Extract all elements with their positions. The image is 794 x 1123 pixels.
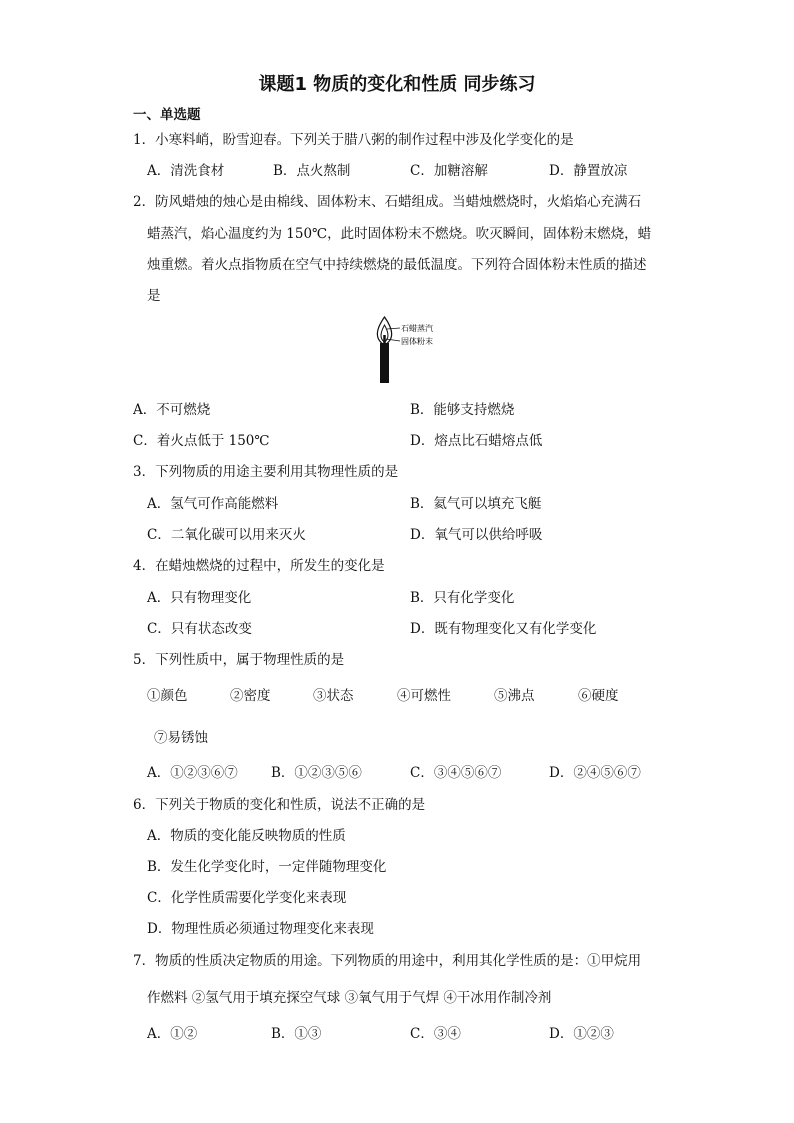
q5-option-b: B．①②③⑤⑥ [271, 765, 362, 781]
q5-option-a: A．①②③⑥⑦ [147, 765, 238, 781]
question-6-stem: 6．下列关于物质的变化和性质，说法不正确的是 [133, 797, 426, 813]
question-2-stem-line-4: 是 [147, 288, 161, 304]
leader-line-2 [386, 339, 400, 341]
q5-item-2: ②密度 [230, 688, 271, 704]
question-5-stem: 5．下列性质中，属于物理性质的是 [133, 652, 345, 668]
q4-option-a: A．只有物理变化 [147, 590, 252, 606]
label-paraffin-vapor: 石蜡蒸汽 [401, 324, 433, 333]
question-4-stem: 4．在蜡烛燃烧的过程中，所发生的变化是 [133, 558, 385, 574]
question-2-stem-line-2: 蜡蒸汽，焰心温度约为 150℃，此时固体粉末不燃烧。吹灭瞬间，固体粉末燃烧，蜡 [147, 226, 652, 242]
question-2-stem-line-1: 2．防风蜡烛的烛心是由棉线、固体粉末、石蜡组成。当蜡烛燃烧时，火焰焰心充满石 [133, 194, 642, 210]
q3-option-b: B．氦气可以填充飞艇 [410, 496, 542, 512]
q2-option-b: B．能够支持燃烧 [410, 402, 515, 418]
q6-option-d: D．物理性质必须通过物理变化来表现 [147, 921, 374, 937]
q5-item-4: ④可燃性 [397, 688, 451, 704]
q7-option-c: C．③④ [410, 1026, 461, 1042]
section-heading: 一、单选题 [133, 107, 201, 123]
q3-option-c: C．二氧化碳可以用来灭火 [147, 527, 306, 543]
q5-item-3: ③状态 [313, 688, 354, 704]
candle-body [380, 343, 389, 383]
q4-option-c: C．只有状态改变 [147, 621, 252, 637]
q2-option-c: C．着火点低于 150℃ [133, 433, 270, 449]
q4-option-b: B．只有化学变化 [410, 590, 515, 606]
q5-option-d: D．②④⑤⑥⑦ [549, 765, 641, 781]
q2-option-a: A．不可燃烧 [133, 402, 211, 418]
q7-option-d: D．①②③ [549, 1026, 614, 1042]
page-title: 课题1 物质的变化和性质 同步练习 [258, 74, 536, 95]
q5-item-1: ①颜色 [147, 688, 188, 704]
q3-option-a: A．氢气可作高能燃料 [147, 496, 279, 512]
q1-option-a: A．清洗食材 [147, 163, 225, 179]
candle-figure [370, 315, 460, 383]
q7-option-b: B．①③ [271, 1026, 322, 1042]
question-2-stem-line-3: 烛重燃。着火点指物质在空气中持续燃烧的最低温度。下列符合固体粉末性质的描述 [147, 257, 647, 273]
q6-option-c: C．化学性质需要化学变化来表现 [147, 890, 347, 906]
q2-option-d: D．熔点比石蜡熔点低 [410, 433, 543, 449]
q6-option-a: A．物质的变化能反映物质的性质 [147, 828, 346, 844]
candle-diagram [370, 315, 460, 383]
q5-item-6: ⑥硬度 [578, 688, 619, 704]
label-solid-powder: 固体粉末 [401, 337, 433, 346]
question-3-stem: 3．下列物质的用途主要利用其物理性质的是 [133, 464, 399, 480]
q3-option-d: D．氧气可以供给呼吸 [410, 527, 543, 543]
q1-option-c: C．加糖溶解 [410, 163, 488, 179]
q5-item-7: ⑦易锈蚀 [154, 730, 208, 746]
leader-line-1 [387, 328, 400, 329]
q5-item-5: ⑤沸点 [494, 688, 535, 704]
q4-option-d: D．既有物理变化又有化学变化 [410, 621, 597, 637]
question-7-stem-line-1: 7．物质的性质决定物质的用途。下列物质的用途中，利用其化学性质的是：①甲烷用 [133, 953, 642, 969]
q7-option-a: A．①② [147, 1026, 198, 1042]
q1-option-d: D．静置放凉 [549, 163, 628, 179]
question-1-stem: 1．小寒料峭，盼雪迎春。下列关于腊八粥的制作过程中涉及化学变化的是 [133, 132, 574, 148]
q6-option-b: B．发生化学变化时，一定伴随物理变化 [147, 859, 387, 875]
question-7-stem-line-2: 作燃料 ②氢气用于填充探空气球 ③氧气用于气焊 ④干冰用作制冷剂 [147, 990, 552, 1006]
q1-option-b: B．点火熬制 [273, 163, 351, 179]
q5-option-c: C．③④⑤⑥⑦ [410, 765, 502, 781]
